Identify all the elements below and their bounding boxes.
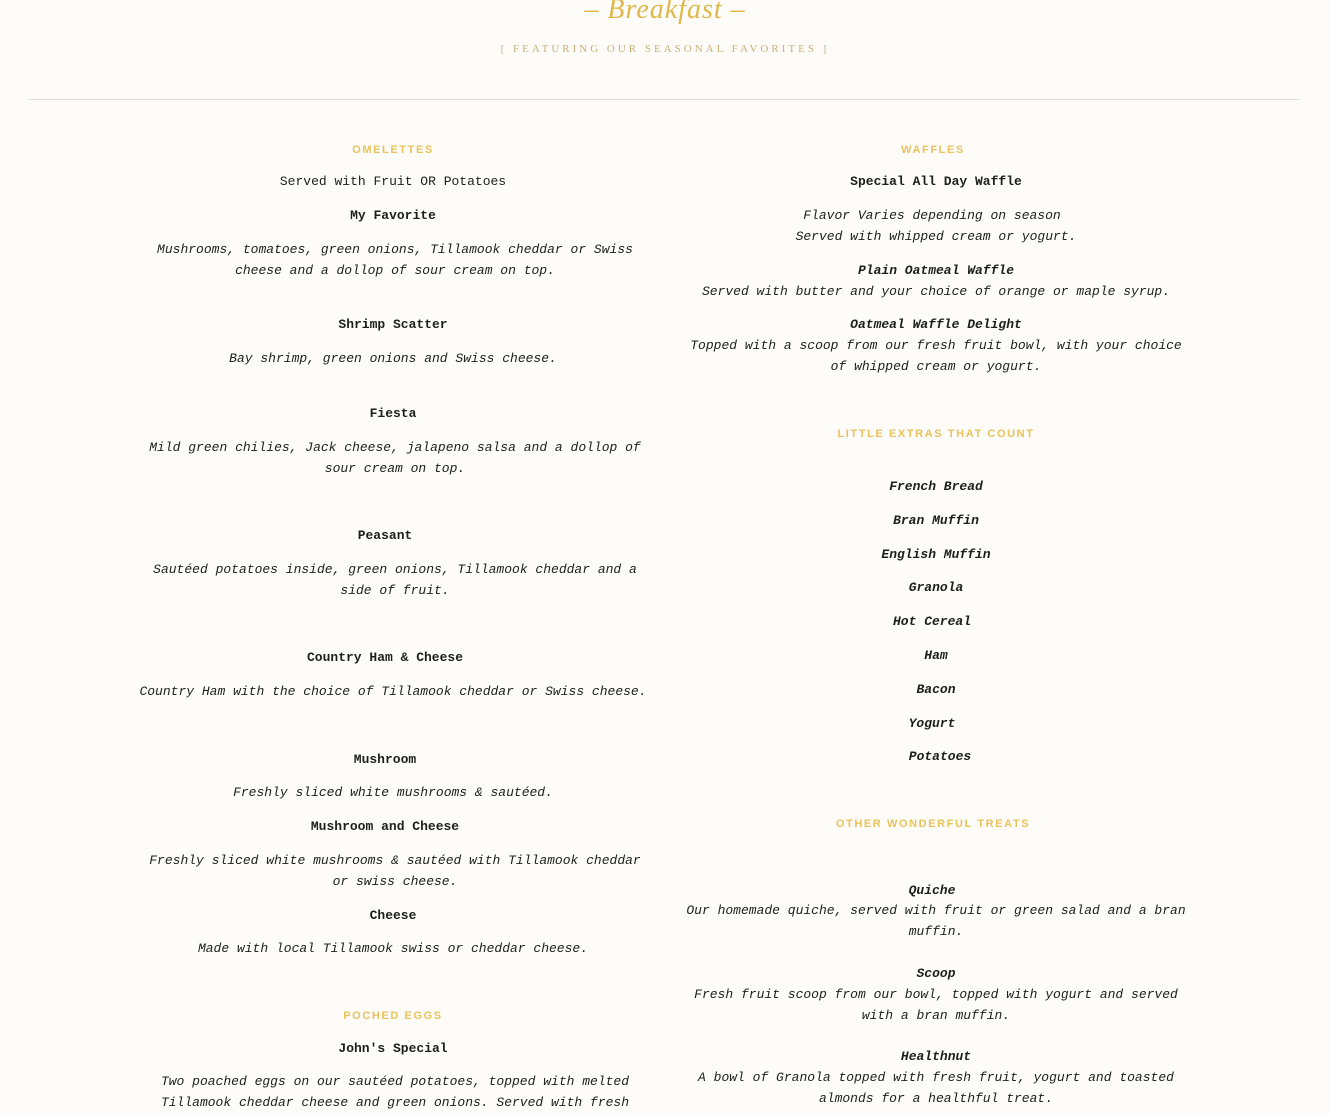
menu-subtitle: [ FEATURING OUR SEASONAL FAVORITES ]	[500, 43, 830, 55]
item-description: Served with whipped cream or yogurt.	[795, 229, 1077, 244]
menu-title: – Breakfast –	[584, 0, 746, 25]
extra-item: Yogurt	[908, 716, 956, 731]
item-description: Flavor Varies depending on season	[803, 208, 1061, 223]
extra-item: Hot Cereal	[892, 614, 971, 629]
item-name: My Favorite	[350, 208, 436, 223]
item-name: Plain Oatmeal Waffle	[857, 263, 1015, 278]
item-description: Freshly sliced white mushrooms & sautéed.	[233, 785, 553, 800]
extra-item: Bacon	[916, 682, 956, 697]
item-name: Cheese	[369, 908, 417, 923]
item-description: Country Ham with the choice of Tillamook cheddar or Swiss cheese.	[139, 684, 647, 699]
extra-item: English Muffin	[881, 547, 991, 562]
omelettes-intro: Served with Fruit OR Potatoes	[279, 174, 507, 189]
item-name: Mushroom	[353, 752, 417, 767]
section-title-extras: LITTLE EXTRAS THAT COUNT	[837, 428, 1035, 440]
item-description: Sautéed potatoes inside, green onions, Tillamook cheddar and a side of fruit.	[153, 562, 637, 598]
item-description: A bowl of Granola topped with fresh fruit, yogurt and toasted almonds for a healthful treat.	[698, 1070, 1174, 1106]
extra-item: Ham	[924, 648, 948, 663]
section-title-waffles: WAFFLES	[901, 144, 965, 156]
item-name: John's Special	[338, 1041, 448, 1056]
item-description: Mushrooms, tomatoes, green onions, Tillamook cheddar or Swiss cheese and a dollop of sour cream on top.	[157, 242, 633, 278]
item-description: Mild green chilies, Jack cheese, jalapeno salsa and a dollop of sour cream on top.	[149, 440, 641, 476]
extra-item: French Bread	[889, 479, 983, 494]
item-name: Peasant	[357, 528, 413, 543]
extra-item: Potatoes	[908, 749, 972, 764]
item-name: Quiche	[908, 883, 956, 898]
item-name: Mushroom and Cheese	[310, 819, 460, 834]
item-description: Fresh fruit scoop from our bowl, topped with yogurt and served with a bran muffin.	[694, 987, 1178, 1023]
extra-item: Bran Muffin	[893, 513, 979, 528]
item-description: Freshly sliced white mushrooms & sautéed with Tillamook cheddar or swiss cheese.	[149, 853, 641, 889]
item-name: Scoop	[916, 966, 956, 981]
item-name: Special All Day Waffle	[850, 174, 1022, 189]
item-name: Country Ham & Cheese	[306, 650, 464, 665]
extra-item: Granola	[908, 580, 964, 595]
section-title-poached-eggs: POCHED EGGS	[343, 1010, 443, 1022]
item-name: Shrimp Scatter	[338, 317, 448, 332]
item-description: Bay shrimp, green onions and Swiss cheese.	[229, 351, 557, 366]
header-divider	[28, 99, 1300, 100]
item-description: Two poached eggs on our sautéed potatoes, topped with melted Tillamook cheddar cheese and green onions. Served with fresh	[160, 1074, 630, 1110]
item-description: Topped with a scoop from our fresh fruit bowl, with your choice of whipped cream or yogurt.	[690, 338, 1182, 374]
item-name: Healthnut	[900, 1049, 972, 1064]
item-name: Oatmeal Waffle Delight	[850, 317, 1022, 332]
item-description: Made with local Tillamook swiss or cheddar cheese.	[197, 941, 589, 956]
item-description: Our homemade quiche, served with fruit or green salad and a bran muffin.	[686, 903, 1186, 939]
section-title-treats: OTHER WONDERFUL TREATS	[835, 818, 1031, 830]
item-name: Fiesta	[369, 406, 417, 421]
section-title-omelettes: OMELETTES	[352, 144, 434, 156]
item-description: Served with butter and your choice of orange or maple syrup.	[701, 284, 1171, 299]
